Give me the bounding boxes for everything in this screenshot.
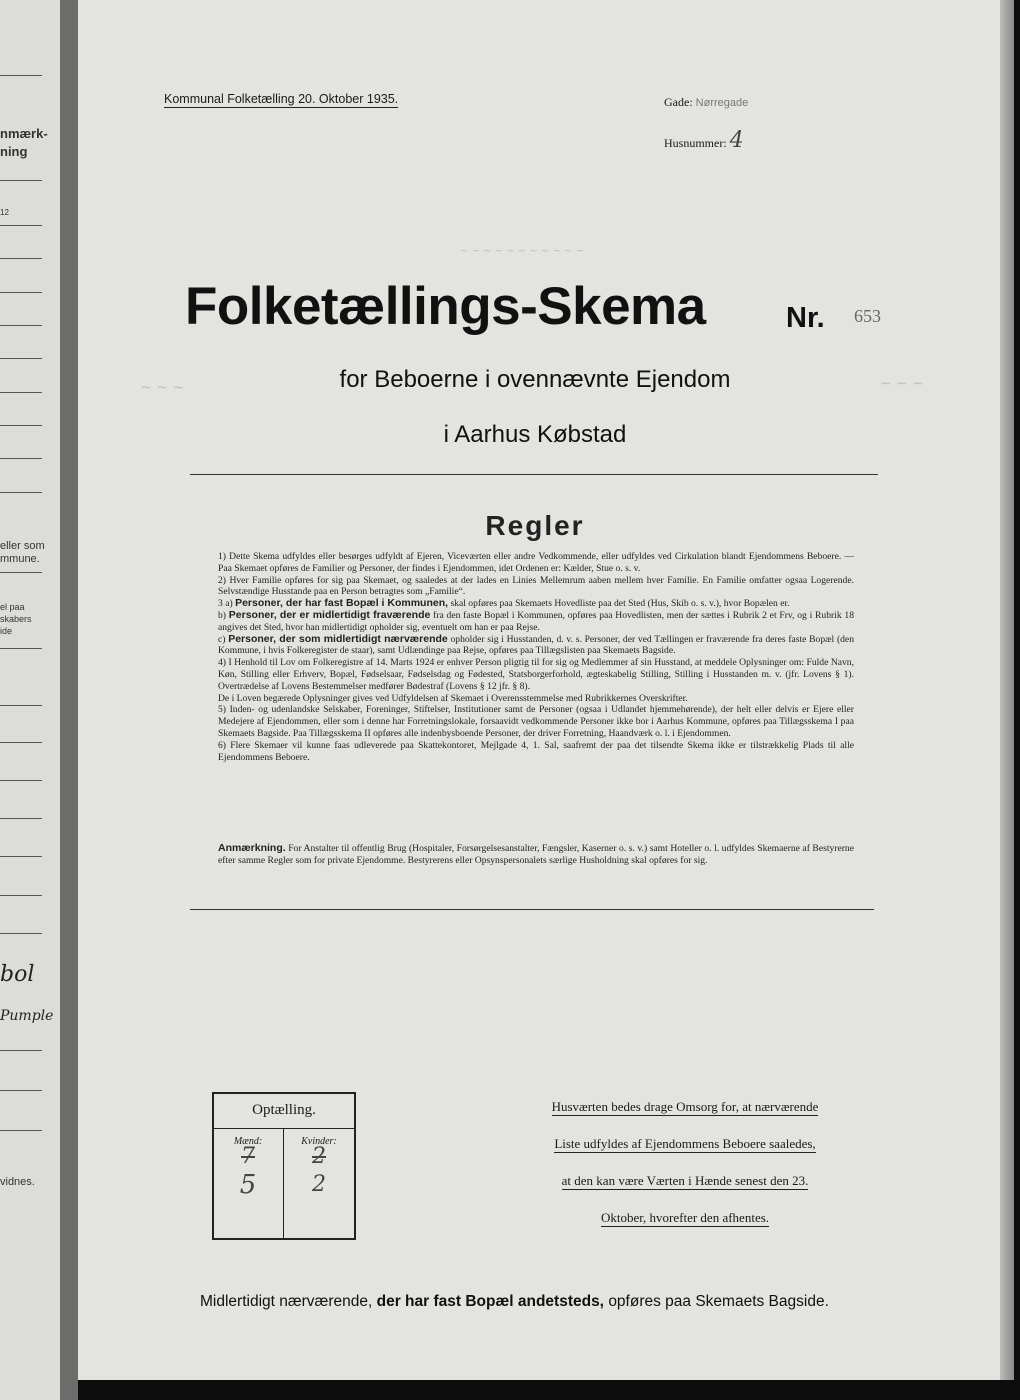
street-label: Gade: [664, 95, 693, 109]
rule-line [0, 325, 42, 326]
form-number: 653 [854, 306, 881, 326]
rule-line [0, 292, 42, 293]
form-title: Folketællings-Skema [185, 277, 706, 336]
page-fragment-text: nmærk- [0, 126, 48, 141]
rule-line [0, 705, 42, 706]
bleed-through-writing: ~ ~ ~ [140, 380, 185, 396]
page-fragment-text: 12 [0, 208, 9, 217]
rule-line [0, 492, 42, 493]
rule-line [0, 258, 42, 259]
rule-line [0, 425, 42, 426]
remark [218, 843, 854, 867]
tally-box [212, 1092, 356, 1240]
rule-line [0, 392, 42, 393]
rules-body [218, 551, 854, 763]
rule-line [0, 648, 42, 649]
tally-men-struck: 7 [241, 1144, 255, 1169]
tally-women-label: Kvinder: [301, 1136, 337, 1147]
page-fragment-text: mmune. [0, 553, 40, 565]
tally-men-value: 5 [239, 1170, 257, 1200]
form-subtitle: for Beboerne i ovennævnte Ejendom [339, 366, 731, 393]
rule-line [0, 572, 42, 573]
page-fragment-text: ide [0, 626, 13, 636]
landlord-note-line: at den kan være Værten i Hænde senest den 23. [561, 1173, 809, 1188]
rule-line [0, 818, 42, 819]
street-value: Nørregade [695, 97, 749, 109]
rule-4b: De i Loven begærede Oplysninger gives ved Udfyldelsen af Skemaet i Overensstemmelse med Rubrikkernes Overskrifter. [218, 692, 688, 704]
rule-2: 2) Hver Familie opføres for sig paa Skemaet, og saaledes at der lades en Linies Mellemrum aaben mellem hver Familie. En Familie omfatter ogsaa Logerende. Selvstændige Husstande paa en Person betragtes som „Familie“. [218, 574, 854, 598]
landlord-note-line: Liste udfyldes af Ejendommens Beboere saaledes, [554, 1136, 816, 1151]
page-fragment-text: skabers [0, 614, 32, 624]
binding-gutter [60, 0, 78, 1400]
house-number-value: 4 [729, 128, 744, 153]
rule-1: 1) Dette Skema udfyldes eller besørges udfyldt af Ejeren, Viceværten eller andre Vedkommende, eller udfyldes ved Cirkulation blandt Ejendommens Beboere. — Paa Skemaet opføres de Familier og Personer, der findes i Ejendommen, idet Ordenen er: Kælder, Stue o. s. v. [218, 551, 854, 574]
rule-line [0, 225, 42, 226]
rule-3a: 3 a) Personer, der har fast Bopæl i Kommunen, skal opføres paa Skemaets Hovedliste paa det Sted (Hus, Skib o. s. v.), hvor Bopælen er. [218, 597, 790, 610]
rule-4: 4) I Henhold til Lov om Folkeregistre af 14. Marts 1924 er enhver Person pligtig til for sig og Medlemmer af sin Husstand, at meddele Oplysninger om: Fulde Navn, Køn, Stilling eller Erhverv, Bopæl, Fødselsaar, Fødselsdag og Fødested, Statsborgerforhold, ægteskabelig Stilling, Stilling i Husstanden m. v. (jfr. Lovens § 1). Overtrædelse af Lovens Bestemmelser medfører Bødestraf (Lovens § 12 jfr. § 8). [218, 657, 854, 692]
rule-line [0, 780, 42, 781]
rules-heading: Regler [485, 510, 585, 541]
tally-title: Optælling. [252, 1102, 316, 1118]
street-field [664, 95, 748, 110]
rule-line [0, 856, 42, 857]
house-number-label: Husnummer: [664, 136, 727, 150]
rule-5: 5) Inden- og udenlandske Selskaber, Foreninger, Stiftelser, Institutioner samt de Personer (ogsaa i Udlandet hjemmehørende), der helt eller delvis er Ejere eller Medejere af Ejendommen, eller som i denne har Forretningslokale, forsaavidt vedkommende Personer ikke bor i Aarhus Kommune, opføres paa Tillægsskema I paa Skemaets Bagside. Paa Tillægsskema II opføres alle indenbysboende Personer, der driver Forretning, Haandværk o. l. i Ejendommen. [218, 704, 854, 739]
page-fragment-text: ning [0, 144, 28, 159]
rule-line [0, 895, 42, 896]
landlord-note [500, 1098, 870, 1246]
rule-line [0, 458, 42, 459]
remark-text: For Anstalter til offentlig Brug (Hospitaler, Forsørgelsesanstalter, Fængsler, Kaserner o. s. v.) samt Hoteller o. l. udfyldes Skemaerne af Bestyrerne efter samme Regler som for private Ejendomme. Bestyrerens eller Opsynspersonalets særlige Husholdning skal opføres for sig. [218, 843, 854, 866]
rule-line [0, 358, 42, 359]
tally-women-value: 2 [312, 1172, 326, 1197]
tally-men-label: Mænd: [233, 1136, 263, 1147]
page-fragment-text: el paa [0, 602, 25, 612]
rule-line [0, 75, 42, 76]
rule-line [0, 742, 42, 743]
tally-column-divider [283, 1128, 284, 1238]
rule-line [0, 1130, 42, 1131]
divider [190, 909, 874, 910]
rule-3c: c) Personer, der som midlertidigt nærværende opholder sig i Husstanden, d. v. s. Personer, der ved Tællingen er fraværende fra deres faste Bopæl (den Kommune, i hvis Folkeregister de staar), samt Udlændinge paa Rejse, opføres paa Tillægslisten paa Skemaets Bagside. [218, 632, 854, 657]
rule-6: 6) Flere Skemaer vil kunne faas udleverede paa Skattekontoret, Mejlgade 4, 1. Sal, saafremt der paa det tilsendte Skema ikke er tilstrækkelig Plads til alle Ejendommens Beboere. [218, 739, 854, 763]
landlord-note-line: Oktober, hvorefter den afhentes. [600, 1210, 770, 1225]
census-header: Kommunal Folketælling 20. Oktober 1935. [164, 92, 399, 106]
page-fragment-text: vidnes. [0, 1176, 35, 1188]
rule-line [0, 1090, 42, 1091]
page-edge-shadow [1000, 0, 1014, 1380]
bleed-through-writing: ~ ~ ~ [880, 376, 925, 392]
house-number-field [664, 128, 744, 153]
footer-note: Midlertidigt nærværende, der har fast Bopæl andetsteds, opføres paa Skemaets Bagside. [200, 1293, 829, 1310]
landlord-note-line: Husværten bedes drage Omsorg for, at nærværende [551, 1099, 819, 1114]
rule-line [0, 1050, 42, 1051]
rule-line [0, 933, 42, 934]
rule-3b: b) Personer, der er midlertidigt fraværende fra den faste Bopæl i Kommunen, opføres paa Hovedlisten, men der sættes i Rubrik 2 et Frv, og i Rubrik 18 angives det Sted, hvor han midlertidigt opholder sig, eventuelt om han er paa Rejse. [218, 608, 854, 633]
rule-line [0, 180, 42, 181]
divider [190, 474, 878, 475]
form-subtitle-city: i Aarhus Købstad [443, 421, 627, 448]
remark-lead: Anmærkning. [218, 842, 286, 854]
tally-divider [214, 1128, 354, 1129]
bleed-through-writing: ~ ~ ~ ~ ~ ~ ~ ~ ~ ~ ~ [460, 246, 584, 257]
page-fragment-text: eller som [0, 540, 45, 552]
handwriting-fragment: Pumple [0, 1008, 54, 1024]
tally-women-struck: 2 [312, 1144, 326, 1169]
handwriting-fragment: bol [0, 962, 35, 987]
form-number-label: Nr. [786, 302, 825, 334]
previous-page-edge [0, 0, 60, 1400]
